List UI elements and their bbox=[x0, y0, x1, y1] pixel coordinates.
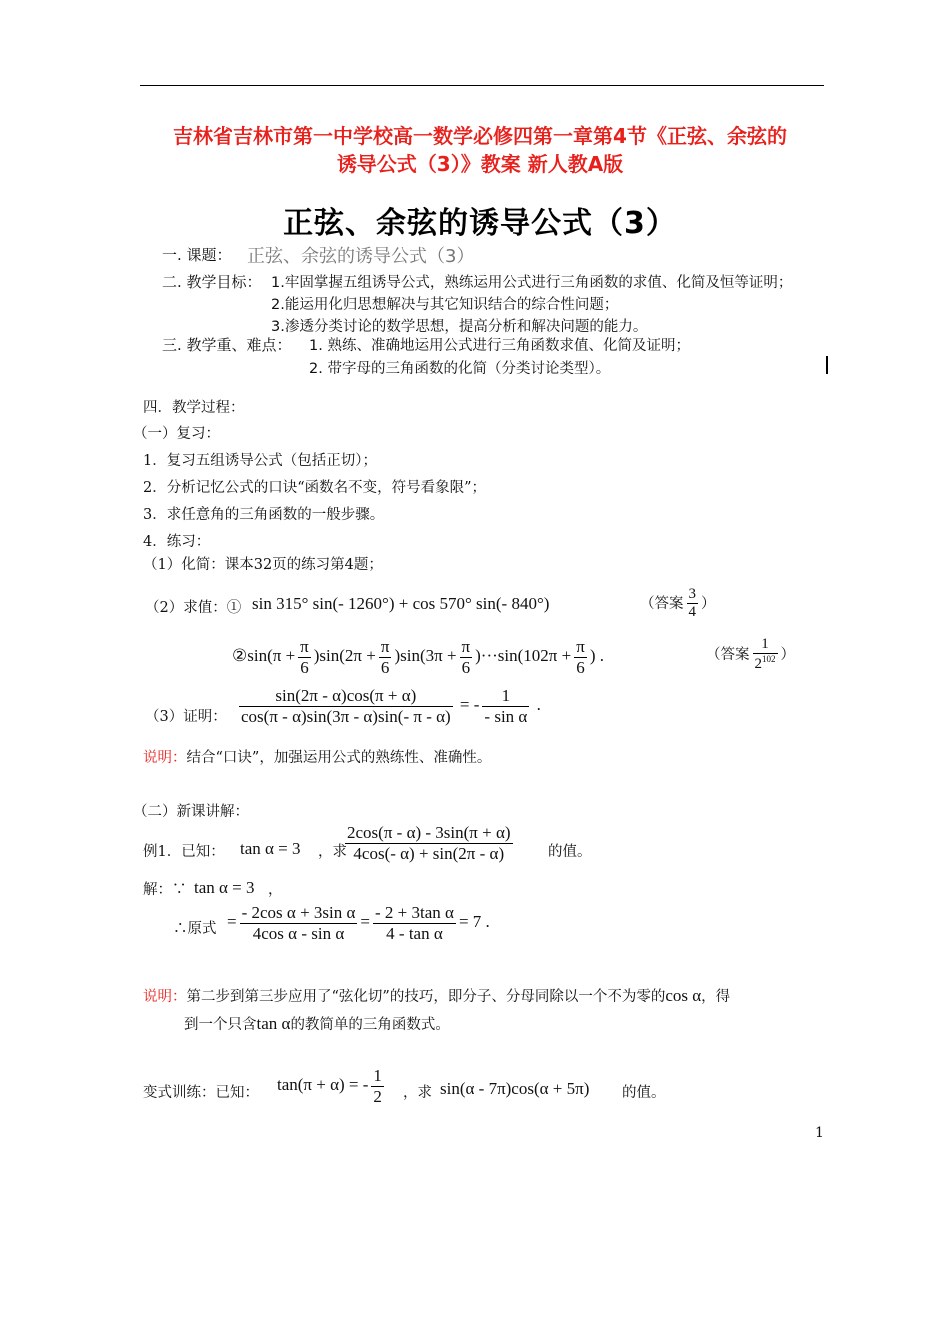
review-item-2: 2．分析记忆公式的口诀“函数名不变，符号看象限”； bbox=[143, 480, 487, 496]
answer-1-numerator: 3 bbox=[687, 586, 699, 604]
review-item-3: 3．求任意角的三角函数的一般步骤。 bbox=[143, 507, 385, 523]
key-point-2: 2. 带字母的三角函数的化简（分类讨论类型）。 bbox=[309, 361, 611, 377]
topic-label: 一. 课题： bbox=[162, 246, 232, 264]
practice-heading: 4．练习： bbox=[143, 534, 211, 550]
example-1-fraction bbox=[342, 823, 516, 863]
note-2-text-1: 第二步到第三步应用了“弦化切”的技巧，即分子、分母同除以一个不为零的 bbox=[186, 989, 666, 1005]
answer-1-label: （答案 bbox=[640, 595, 684, 612]
variant-given-numerator: 1 bbox=[373, 1066, 382, 1085]
solution-result: = 7 . bbox=[458, 911, 490, 931]
solution-fraction-2-numerator: - 2 + 3tan α bbox=[375, 903, 454, 922]
goal-3: 3.渗透分类讨论的数学思想，提高分析和解决问题的能力。 bbox=[271, 319, 648, 335]
solution-chain: = $\frac{\text{- 2cos α + 3sin α}}{\text{4cos α - sin α}}$ = $\frac{\text{- 2 + 3tan α}}{\text{4 - tan α}}$ = 7 . bbox=[227, 903, 490, 943]
practice-2-answer-1 bbox=[640, 586, 716, 622]
note-2-label: 说明： bbox=[143, 989, 187, 1005]
example-1-label: 例1．已知： bbox=[143, 844, 225, 860]
solution-comma: ， bbox=[268, 882, 283, 898]
goal-2: 2.能运用化归思想解决与其它知识结合的综合性问题； bbox=[271, 297, 619, 313]
identity-lhs-denominator: cos(π - α)sin(3π - α)sin(- π - α) bbox=[241, 706, 451, 726]
document-title-line-1: 吉林省吉林市第一中学校高一数学必修四第一章第4节《正弦、余弦的 bbox=[173, 124, 787, 148]
identity-rhs-denominator: - sin α bbox=[484, 706, 528, 726]
practice-3-identity: $\frac{\sin(2\pi - \alpha)\cos(\pi + \alpha)}{\cos(\pi - \alpha)\sin(3\pi - \alpha)\sin(- \pi - \alpha)}$ = - $\frac{1}{\text{- sin α}}$ . bbox=[241, 686, 541, 726]
practice-2-answer-2 bbox=[706, 636, 795, 674]
practice-3-label: （3）证明： bbox=[145, 709, 227, 725]
variant-given bbox=[277, 1066, 387, 1106]
circle-two: ② bbox=[232, 645, 248, 665]
variant-tail: 的值。 bbox=[622, 1085, 666, 1101]
document-title-line-2: 诱导公式（3）》教案 新人教A版 bbox=[336, 152, 624, 176]
identity-lhs-numerator: sin(2π - α)cos(π + α) bbox=[239, 686, 453, 707]
answer-2-denominator: $2^{102}$ bbox=[754, 654, 776, 673]
note-1 bbox=[143, 746, 491, 767]
answer-2-numerator: 1 bbox=[753, 636, 778, 654]
variant-given-denominator: 2 bbox=[373, 1086, 382, 1106]
solution-fraction-2-denominator: 4 - tan α bbox=[386, 923, 443, 943]
practice-2-label: （2）求值：① bbox=[145, 600, 242, 616]
note-2-text-2: 到一个只含 bbox=[184, 1017, 257, 1033]
solution-fraction-1-denominator: 4cos α - sin α bbox=[252, 923, 345, 943]
variant-expression: sin(α - 7π)cos(α + 5π) bbox=[440, 1079, 590, 1098]
answer-2-fraction bbox=[753, 636, 778, 674]
answer-2-label: （答案 bbox=[706, 646, 750, 663]
note-2-cos: cos α bbox=[665, 986, 702, 1005]
key-point-1: 1. 熟练、准确地运用公式进行三角函数求值、化简及证明； bbox=[309, 338, 690, 354]
example-1-given: tan α = 3 bbox=[240, 839, 301, 858]
note-2-text-2b: 的教简单的三角函数式。 bbox=[290, 1017, 450, 1033]
goals-label: 二. 教学目标： bbox=[162, 273, 262, 291]
text-cursor bbox=[826, 356, 828, 374]
practice-1: （1）化简：课本32页的练习第4题； bbox=[143, 557, 383, 573]
review-item-1: 1．复习五组诱导公式（包括正切）； bbox=[143, 453, 377, 469]
answer-2-close: ） bbox=[780, 646, 795, 663]
variant-given-lhs: tan(π + α) = - bbox=[277, 1074, 369, 1094]
example-1-tail: 的值。 bbox=[548, 844, 592, 860]
process-heading: 四．教学过程： bbox=[143, 400, 245, 416]
answer-1-denominator: 4 bbox=[688, 604, 696, 621]
solution-given: tan α = 3 bbox=[194, 878, 255, 897]
key-points-label: 三. 教学重、难点： bbox=[162, 336, 292, 354]
note-2-tan: tan α bbox=[256, 1014, 291, 1033]
practice-2-expression-2: ②sin(π + $\frac{\pi}{6}$ )sin(2π + $\frac{\pi}{6}$ )sin(3π + $\frac{\pi}{6}$ )···sin(102π + $\frac{\pi}{6}$ ) . bbox=[232, 637, 604, 677]
solution-label: 解：∵ bbox=[143, 882, 187, 898]
topic-value: 正弦、余弦的诱导公式（3） bbox=[247, 246, 475, 267]
solution-fraction-1-numerator: - 2cos α + 3sin α bbox=[241, 903, 356, 922]
page-number: 1 bbox=[815, 1125, 824, 1141]
note-2-line-2 bbox=[184, 1013, 450, 1034]
variant-ask: ，求 bbox=[403, 1085, 432, 1101]
identity-rhs-numerator: 1 bbox=[482, 686, 529, 707]
lesson-main-title: 正弦、余弦的诱导公式（3） bbox=[283, 206, 677, 241]
answer-1-close: ） bbox=[701, 595, 716, 612]
solution-original-label: ∴原式 bbox=[173, 921, 217, 937]
variant-label: 变式训练：已知： bbox=[143, 1085, 259, 1101]
review-heading: （一）复习： bbox=[133, 426, 220, 442]
example-1-numerator: 2cos(π - α) - 3sin(π + α) bbox=[347, 823, 511, 842]
note-1-text: 结合“口诀”，加强运用公式的熟练性、准确性。 bbox=[186, 750, 492, 766]
header-rule bbox=[140, 85, 824, 86]
example-1-denominator: 4cos(- α) + sin(2π - α) bbox=[353, 843, 505, 863]
note-2-text-1b: ，得 bbox=[701, 989, 731, 1005]
note-1-label: 说明： bbox=[143, 750, 187, 766]
note-2-line-1 bbox=[143, 985, 730, 1006]
practice-2-expression-1: sin 315° sin(- 1260°) + cos 570° sin(- 840°) bbox=[252, 594, 550, 613]
goal-1: 1.牢固掌握五组诱导公式，熟练运用公式进行三角函数的求值、化简及恒等证明； bbox=[271, 275, 793, 291]
example-1-ask: ，求 bbox=[318, 844, 347, 860]
answer-1-fraction bbox=[687, 586, 699, 622]
new-lesson-heading: （二）新课讲解： bbox=[133, 804, 249, 820]
